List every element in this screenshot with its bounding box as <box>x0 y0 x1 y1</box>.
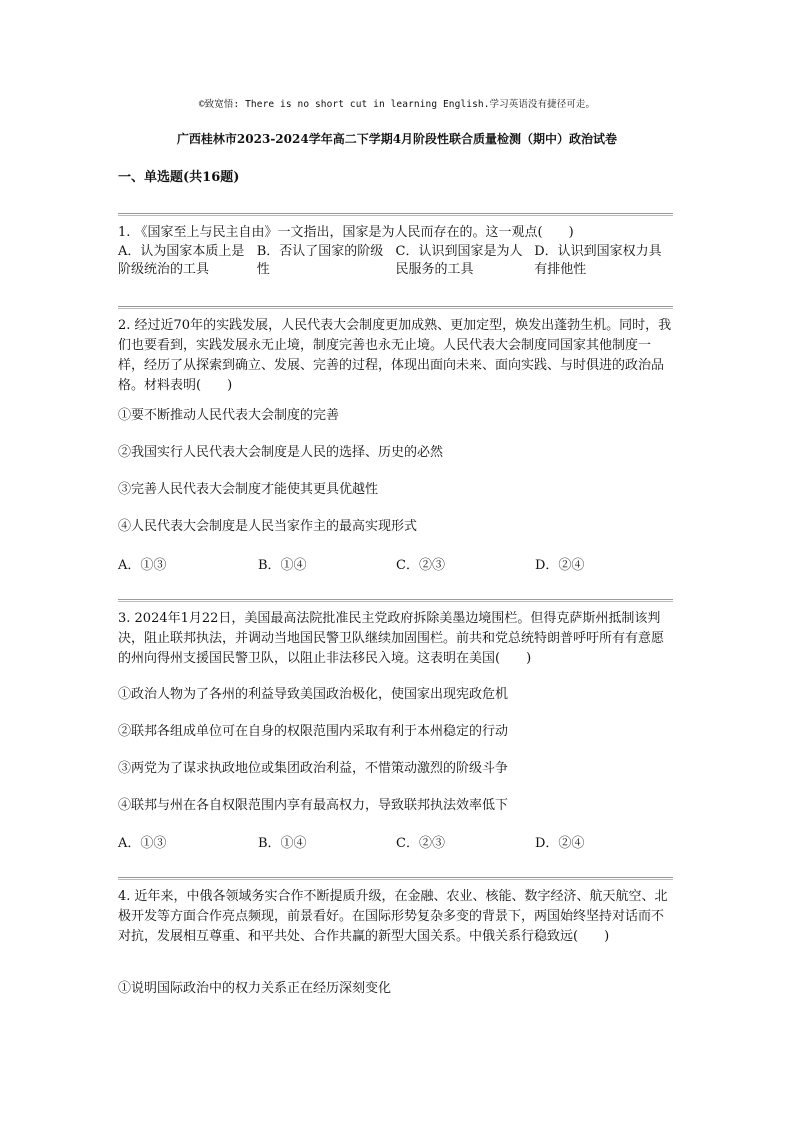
option-a: A．①③ <box>118 558 167 573</box>
option-d: D．认识到国家权力具有排他性 <box>534 244 662 277</box>
option-c: C．认识到国家是为人民服务的工具 <box>395 244 523 277</box>
question-3 <box>118 599 673 669</box>
statement-1: ①说明国际政治中的权力关系正在经历深刻变化 <box>118 981 392 996</box>
question-divider <box>118 306 673 309</box>
option-b: B．否认了国家的阶级性 <box>256 244 384 277</box>
question-stem: 3. 2024年1月22日，美国最高法院批准民主党政府拆除美墨边境围栏。但得克萨斯州抵制该判决，阻止联邦执法，并调动当地国民警卫队继续加固围栏。前共和党总统特朗普呼吁所有有意愿的州向得州支援国民警卫队，以阻止非法移民入境。这表明在美国( ) <box>118 611 665 666</box>
question-stem: 2. 经过近70年的实践发展，人民代表大会制度更加成熟、更加定型，焕发出蓬勃生机。同时，我们也要看到，实践发展永无止境，制度完善也永无止境。人民代表大会制度同国家其他制度一样，经历了从探索到确立、发展、完善的过程，体现出面向未来、面向实践、与时俱进的政治品格。材料表明( ) <box>118 318 672 393</box>
document-title: 广西桂林市2023-2024学年高二下学期4月阶段性联合质量检测（期中）政治试卷 <box>176 132 618 146</box>
statement-2: ②我国实行人民代表大会制度是人民的选择、历史的必然 <box>118 445 444 460</box>
statement-1: ①政治人物为了各州的利益导致美国政治极化，使国家出现宪政危机 <box>118 687 509 702</box>
option-row <box>118 243 673 279</box>
question-divider <box>118 599 673 602</box>
section-heading: 一、单选题(共16题) <box>118 170 240 185</box>
question-divider <box>118 877 673 880</box>
question-divider <box>118 213 673 216</box>
option-d: D．②④ <box>535 836 585 851</box>
statement-1: ①要不断推动人民代表大会制度的完善 <box>118 408 340 423</box>
option-c: C．②③ <box>396 558 445 573</box>
question-4 <box>118 877 673 947</box>
statement-4: ④人民代表大会制度是人民当家作主的最高实现形式 <box>118 519 418 534</box>
option-a: A．①③ <box>118 836 167 851</box>
question-1 <box>118 213 673 279</box>
question-2 <box>118 306 673 396</box>
statement-4: ④联邦与州在各自权限范围内享有最高权力，导致联邦执法效率低下 <box>118 798 509 813</box>
option-a: A．认为国家本质上是阶级统治的工具 <box>118 244 245 277</box>
statement-3: ③两党为了谋求执政地位或集团政治利益，不惜策动激烈的阶级斗争 <box>118 761 509 776</box>
statement-3: ③完善人民代表大会制度才能使其更具优越性 <box>118 482 379 497</box>
option-d: D．②④ <box>535 558 585 573</box>
option-b: B．①④ <box>258 836 307 851</box>
header-note: ©致宽悟: There is no short cut in learning English.学习英语没有捷径可走。 <box>198 99 596 110</box>
option-c: C．②③ <box>396 836 445 851</box>
statement-2: ②联邦各组成单位可在自身的权限范围内采取有利于本州稳定的行动 <box>118 724 509 739</box>
question-stem: 1. 《国家至上与民主自由》一文指出，国家是为人民而存在的。这一观点( ) <box>118 225 574 240</box>
option-b: B．①④ <box>258 558 307 573</box>
question-stem: 4. 近年来，中俄各领域务实合作不断提质升级，在金融、农业、核能、数字经济、航天航空、北极开发等方面合作亮点频现，前景看好。在国际形势复杂多变的背景下，两国始终坚持对话而不对抗，发展相互尊重、和平共处、合作共赢的新型大国关系。中俄关系行稳致远( ) <box>118 889 668 944</box>
